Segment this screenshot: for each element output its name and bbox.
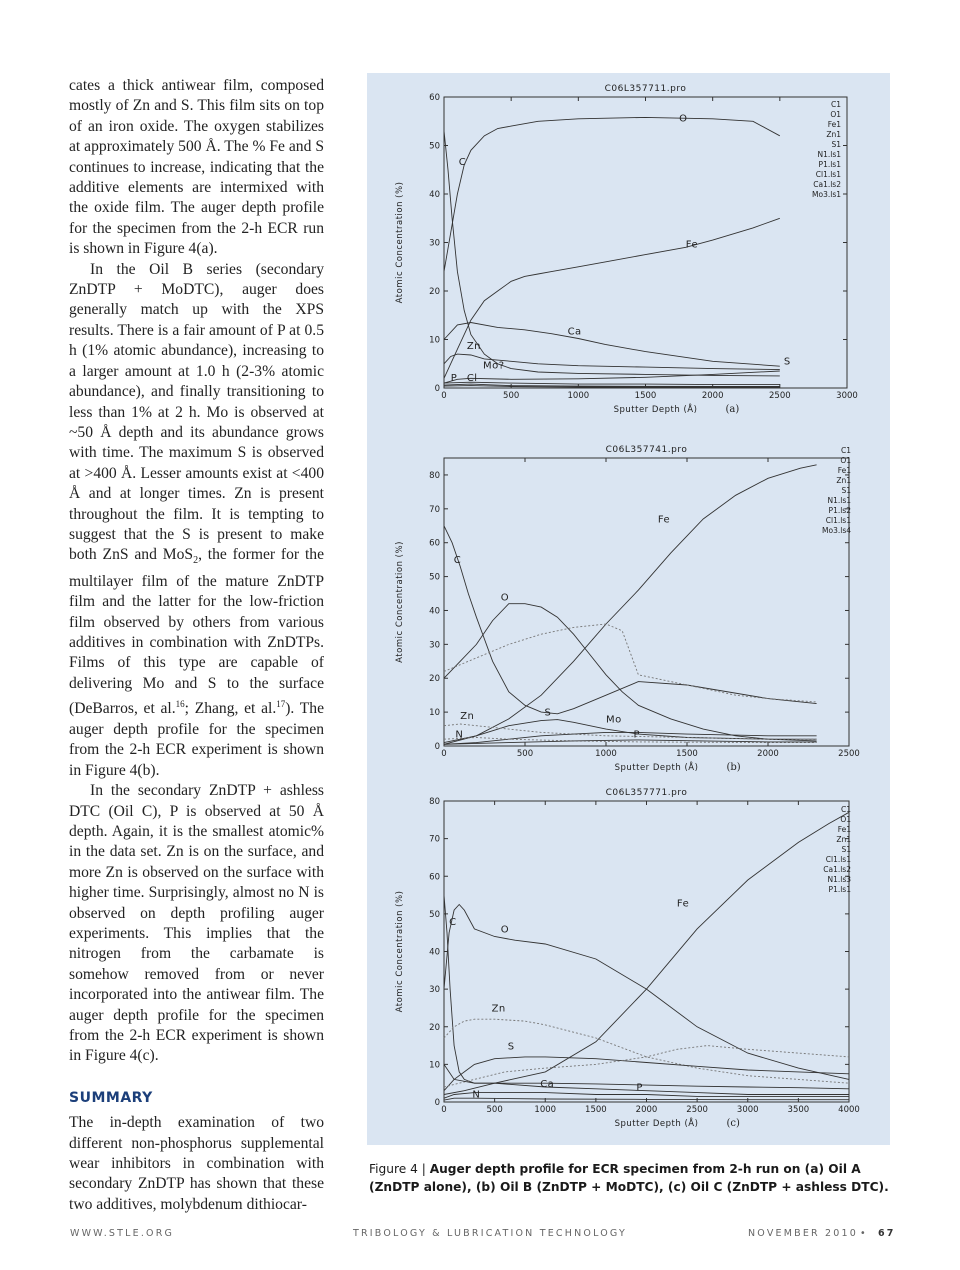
- chart-c: [395, 788, 860, 1129]
- series-line-zn: [444, 1019, 849, 1083]
- x-tick-label: 2000: [635, 1105, 658, 1115]
- subscript-2: 2: [193, 555, 199, 567]
- series-label-n: N: [455, 729, 464, 741]
- x-tick-label: 3000: [836, 391, 858, 401]
- paragraph-2-mid2: ; Zhang, et al.: [184, 700, 277, 718]
- footer-date: NOVEMBER 2010: [748, 1228, 859, 1239]
- series-label-fe: Fe: [685, 239, 699, 251]
- series-line-s: [444, 1057, 849, 1091]
- y-tick-label: 40: [429, 190, 440, 200]
- x-tick-label: 2500: [686, 1105, 708, 1115]
- x-tick-label: 2500: [769, 391, 791, 401]
- x-tick-label: 3000: [736, 1105, 759, 1115]
- x-tick-label: 1500: [676, 749, 698, 759]
- y-tick-label: 10: [429, 1060, 440, 1071]
- legend-entry: Fe1: [837, 466, 851, 475]
- legend-entry: Zn1: [836, 476, 851, 485]
- legend-entry: O1: [840, 815, 851, 824]
- summary-paragraph: The in-depth examination of two different non-phosphorus supplemental wear inhibitors in combination with secondary ZnDTP has shown that these two additives, molybdenum dithiocar-: [69, 1114, 324, 1213]
- series-label-o: O: [500, 924, 510, 936]
- series-line-fe: [444, 218, 780, 378]
- series-line-c: [444, 526, 817, 714]
- legend-entry: Mo3.ls1: [812, 190, 841, 199]
- y-tick-label: 70: [429, 504, 440, 515]
- legend-entry: O1: [840, 456, 851, 465]
- series-label-p: P: [633, 729, 641, 741]
- legend-entry: C1: [840, 805, 851, 814]
- y-tick-label: 60: [429, 93, 440, 103]
- legend-entry: Ca1.ls2: [823, 865, 851, 874]
- x-tick-label: 1000: [595, 749, 617, 759]
- ref-16: 16: [175, 699, 185, 710]
- series-label-fe: Fe: [657, 514, 671, 526]
- y-axis-label: Atomic Concentration (%): [395, 181, 405, 304]
- y-axis-label: Atomic Concentration (%): [395, 890, 405, 1013]
- series-label-zn: Zn: [491, 1003, 506, 1015]
- series-line-fe: [444, 465, 817, 745]
- footer-journal: TRIBOLOGY & LUBRICATION TECHNOLOGY: [353, 1228, 627, 1239]
- series-label-o: O: [679, 113, 688, 125]
- footer-page-number: 67: [878, 1228, 896, 1239]
- y-tick-label: 40: [429, 947, 440, 958]
- series-label-cl: Cl: [466, 373, 478, 385]
- x-tick-label: 3500: [787, 1105, 810, 1115]
- footer-website[interactable]: WWW.STLE.ORG: [70, 1228, 175, 1239]
- legend-entry: S1: [841, 486, 851, 495]
- paragraph-2: [69, 260, 324, 781]
- legend-entry: Cl1.ls1: [815, 170, 841, 179]
- series-line-mo?: [444, 382, 780, 384]
- paragraph-2-end: ). The auger depth profile for the specimen from the 2-h ECR experiment is shown in Figure 4(b).: [69, 700, 324, 779]
- panel-label: (b): [726, 762, 741, 773]
- series-label-o: O: [500, 592, 510, 604]
- series-line-o-trace: [444, 624, 817, 702]
- y-tick-label: 60: [429, 538, 440, 549]
- y-tick-label: 50: [429, 572, 440, 583]
- series-label-zn: Zn: [466, 341, 482, 353]
- chart-title: C06L357741.pro: [605, 445, 688, 455]
- series-label-mo: Mo: [606, 714, 622, 726]
- y-tick-label: 30: [429, 985, 440, 996]
- y-tick-label: 10: [429, 335, 440, 346]
- x-axis-label: Sputter Depth (Å): [613, 405, 698, 415]
- series-label-p: P: [636, 1082, 643, 1094]
- legend-entry: Cl1.ls1: [825, 855, 851, 864]
- legend-entry: S1: [841, 845, 851, 854]
- y-axis-label: Atomic Concentration (%): [395, 541, 405, 663]
- legend-entry: N1.ls1: [817, 150, 841, 159]
- series-label-s: S: [783, 356, 791, 368]
- series-line-c: [444, 131, 780, 376]
- legend-entry: Mo3.ls4: [822, 526, 851, 535]
- x-tick-label: 1000: [567, 391, 590, 401]
- ref-17: 17: [276, 699, 286, 710]
- legend-entry: P1.ls1: [828, 885, 851, 894]
- series-label-s: S: [544, 707, 552, 719]
- page-footer: [70, 1228, 896, 1242]
- legend-entry: Zn1: [826, 130, 841, 139]
- y-tick-label: 80: [429, 470, 440, 481]
- series-label-zn: Zn: [460, 710, 475, 722]
- x-tick-label: 1500: [634, 391, 657, 401]
- caption-text: Auger depth profile for ECR specimen from 2-h run on (a) Oil A (ZnDTP alone), (b) Oil B (ZnDTP + MoDTC), (c) Oil C (ZnDTP + ashless DTC).: [369, 1162, 889, 1194]
- chart-b: [395, 445, 860, 773]
- legend-entry: S1: [831, 140, 841, 149]
- y-tick-label: 50: [429, 141, 440, 152]
- series-label-p: P: [450, 373, 458, 385]
- y-tick-label: 0: [434, 1098, 440, 1108]
- y-tick-label: 40: [429, 606, 440, 617]
- caption-label: Figure 4 |: [369, 1162, 430, 1176]
- series-line-o: [444, 604, 817, 741]
- y-tick-label: 0: [434, 384, 440, 394]
- x-tick-label: 1500: [585, 1105, 607, 1115]
- y-tick-label: 10: [429, 708, 440, 719]
- figure-caption: [369, 1160, 899, 1196]
- x-tick-label: 500: [503, 391, 520, 401]
- footer-bullet: •: [860, 1228, 868, 1239]
- series-line-zn: [444, 724, 817, 739]
- series-label-fe: Fe: [676, 898, 690, 910]
- x-tick-label: 500: [516, 749, 534, 759]
- series-label-c: C: [449, 917, 457, 929]
- chart-title: C06L357711.pro: [604, 84, 687, 94]
- x-axis-label: Sputter Depth (Å): [614, 763, 699, 773]
- legend-entry: C1: [830, 100, 841, 109]
- x-tick-label: 4000: [838, 1105, 860, 1115]
- legend-entry: Ca1.ls2: [813, 180, 841, 189]
- series-line-p: [444, 1093, 849, 1099]
- legend-entry: C1: [840, 446, 851, 455]
- x-tick-label: 1000: [534, 1105, 557, 1115]
- figure-panel: [367, 73, 890, 1145]
- legend-entry: Fe1: [837, 825, 851, 834]
- paragraph-1: cates a thick antiwear film, composed mostly of Zn and S. This film sits on top of an iron oxide. The oxygen stabilizes at approximately 500 Å. The % Fe and S continues to increase, indicating that the additive elements are intermixed with the oxide film. The auger depth profile for the specimen from the 2-h ECR run is shown in Figure 4(a).: [69, 77, 324, 258]
- body-text-column: [69, 76, 324, 1215]
- series-line-ca: [444, 1064, 849, 1094]
- x-tick-label: 2000: [701, 391, 724, 401]
- x-tick-label: 0: [441, 391, 447, 401]
- series-label-c: C: [453, 555, 462, 567]
- series-label-s: S: [507, 1041, 515, 1053]
- x-tick-label: 2000: [757, 749, 779, 759]
- series-label-ca: Ca: [540, 1078, 555, 1090]
- panel-label: (c): [726, 1118, 740, 1129]
- legend-entry: O1: [830, 110, 841, 119]
- legend-entry: N1.ls3: [827, 875, 851, 884]
- y-tick-label: 30: [429, 640, 440, 651]
- summary-heading: SUMMARY: [69, 1089, 153, 1106]
- paragraph-2-start: In the Oil B series (secondary ZnDTP + MoDTC), auger does generally match up with the XPS results. There is a fair amount of P at 0.5 h (1% atomic abundance), increasing to a larger amount at 1.0 h (2-3% atomic abundance), and finally transitioning to less than 1% at 2 h. Mo is observed at ~50 Å depth and its abundance grows with time. The maximum S is observed at >400 Å. Lesser amounts exist at <400 Å and at longer times. Zn is present throughout the film. It is tempting to suggest that the S is present to make both ZnS and MoS: [69, 260, 324, 564]
- x-tick-label: 500: [486, 1105, 503, 1115]
- legend-entry: N1.ls1: [827, 496, 851, 505]
- y-tick-label: 20: [429, 674, 440, 685]
- series-label-mo: Mo?: [482, 360, 505, 372]
- y-tick-label: 30: [429, 238, 440, 249]
- panel-label: (a): [725, 404, 740, 415]
- legend-entry: Cl1.ls1: [825, 516, 851, 525]
- x-tick-label: 2500: [838, 749, 860, 759]
- paragraph-2-mid: , the former for the multilayer film of the mature ZnDTP film and the latter for the low-friction film observed by others from various additives in combination with ZnDTPs. Films of this type are capable of delivering Mo and S to the surface (DeBarros, et al.: [69, 546, 324, 718]
- y-tick-label: 20: [429, 287, 440, 297]
- series-label-c: C: [458, 156, 467, 168]
- y-tick-label: 50: [429, 909, 440, 920]
- series-line-o: [444, 117, 780, 271]
- x-tick-label: 0: [441, 749, 447, 759]
- y-tick-label: 70: [429, 834, 440, 845]
- series-label-ca: Ca: [567, 326, 582, 338]
- chart-title: C06L357771.pro: [605, 788, 688, 798]
- figure-svg: [367, 73, 890, 1145]
- legend-entry: P1.ls2: [828, 506, 851, 515]
- plot-frame: [444, 97, 847, 388]
- series-line-s: [444, 371, 780, 383]
- legend-entry: P1.ls1: [818, 160, 841, 169]
- paragraph-3: In the secondary ZnDTP + ashless DTC (Oil C), P is observed at 50 Å depth. Again, it is the smallest atomic% in the data set. Zn is on the surface, and more Zn is observed on the surface with higher time. Surprisingly, almost no N is observed on depth profiling auger experiments. This implies that the nitrogen from the carbamate is somehow removed from or never incorporated into the antiwear film. The auger depth profile for the specimen from the 2-h ECR experiment is shown in Figure 4(c).: [69, 782, 324, 1065]
- series-label-n: N: [472, 1089, 481, 1101]
- legend-entry: Zn1: [836, 835, 851, 844]
- chart-a: [395, 84, 858, 415]
- y-tick-label: 0: [434, 742, 440, 752]
- y-tick-label: 20: [429, 1022, 440, 1033]
- x-tick-label: 0: [441, 1105, 447, 1115]
- legend-entry: Fe1: [827, 120, 841, 129]
- y-tick-label: 80: [429, 797, 440, 807]
- x-axis-label: Sputter Depth (Å): [614, 1119, 699, 1129]
- y-tick-label: 60: [429, 872, 440, 883]
